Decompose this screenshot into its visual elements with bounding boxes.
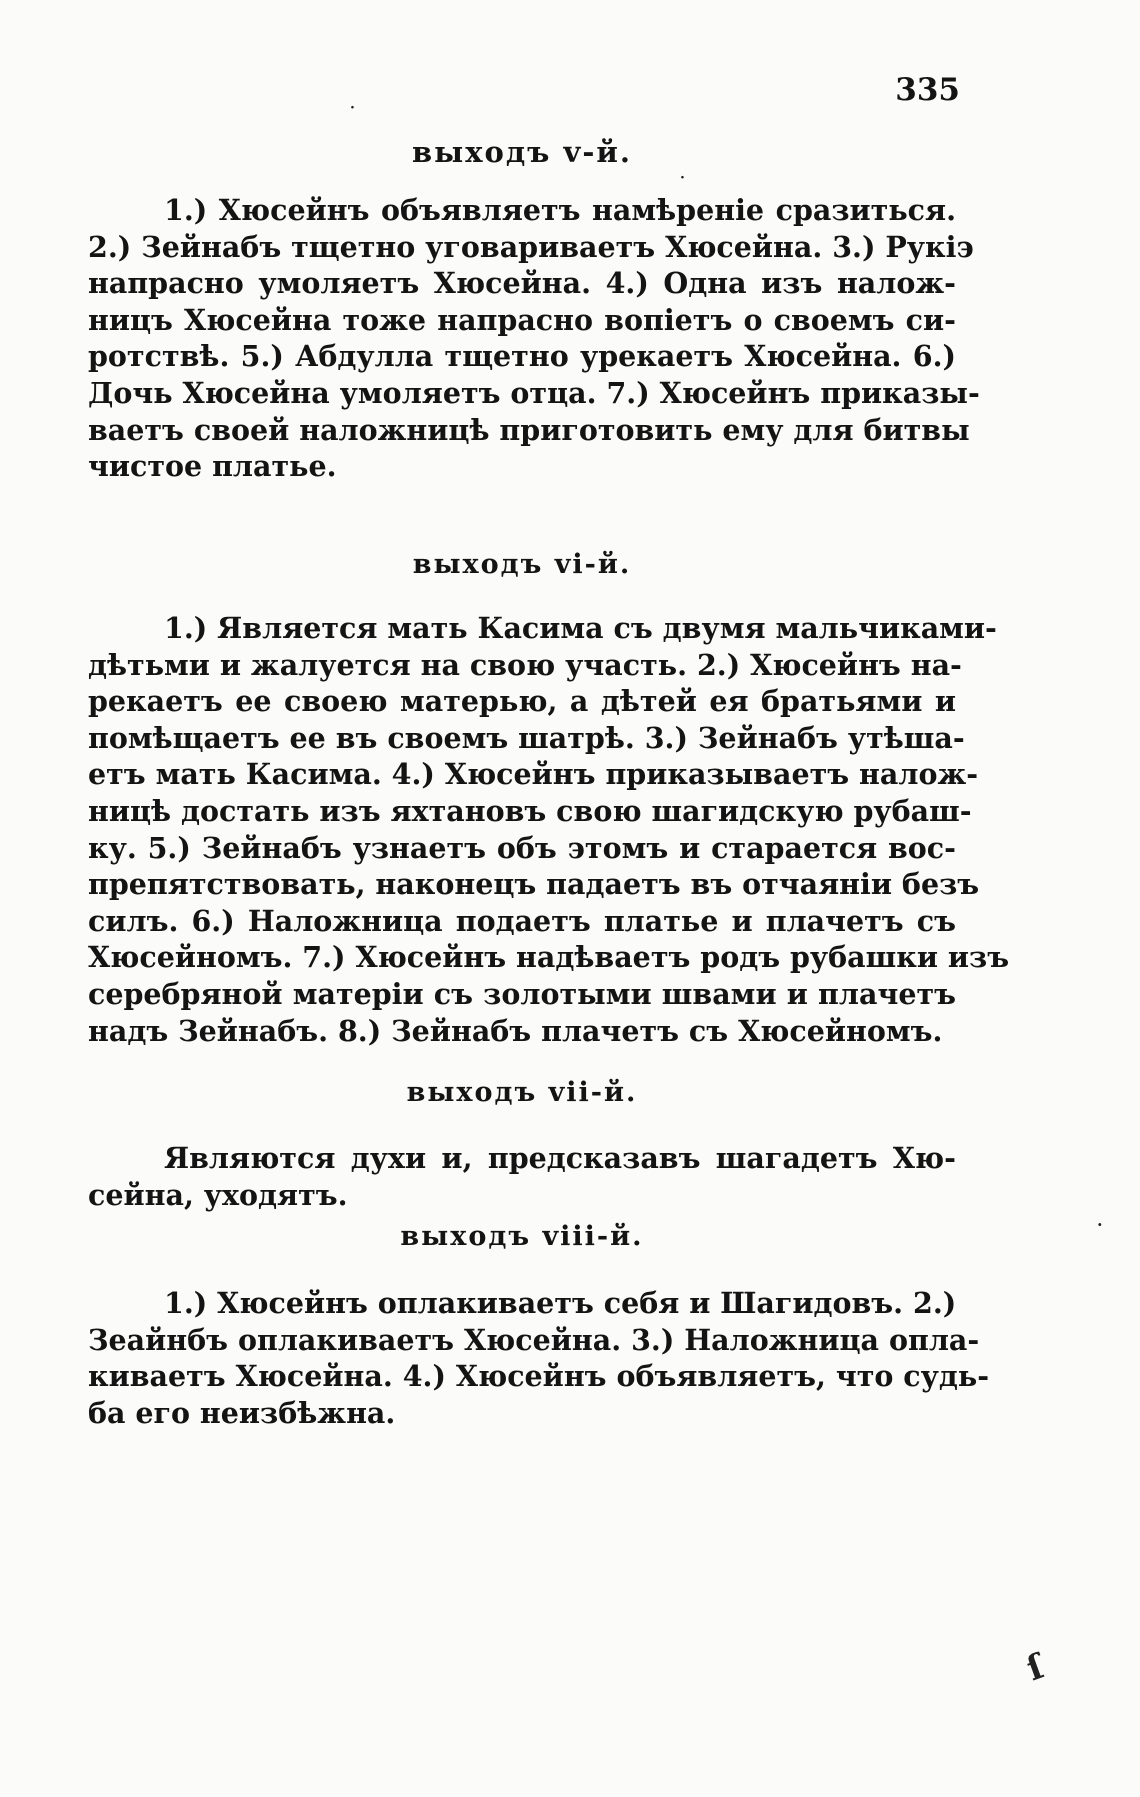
text-line: 2.) Зейнабъ тщетно уговариваетъ Хюсейна. 3.) Рукіэ — [88, 229, 974, 264]
text-line: чистое платье. — [88, 449, 337, 484]
text-line: препятствовать, наконецъ падаетъ въ отчаяніи безъ — [88, 867, 980, 902]
text-line: ба его неизбѣжна. — [88, 1395, 396, 1430]
text-line: напрасно умоляетъ Хюсейна. 4.) Одна изъ налож- — [88, 266, 956, 301]
text-line: 1.) Хюсейнъ объявляетъ намѣреніе сразиться. — [164, 193, 956, 227]
text-line: ницъ Хюсейна тоже напрасно вопіетъ о своемъ си- — [88, 302, 956, 337]
ink-speck: · — [680, 170, 685, 186]
section-heading-vi: выходъ vi-й. — [412, 549, 632, 580]
text-line: помѣщаетъ ее въ своемъ шатрѣ. 3.) Зейнабъ утѣша- — [88, 720, 965, 755]
text-line: надъ Зейнабъ. 8.) Зейнабъ плачетъ съ Хюсейномъ. — [88, 1013, 943, 1048]
section-heading-vii: выходъ vii-й. — [406, 1077, 638, 1108]
text-line: силъ. 6.) Наложница подаетъ платье и плачетъ съ — [88, 903, 956, 938]
text-line: 1.) Хюсейнъ оплакиваетъ себя и Шагидовъ. 2.) — [164, 1286, 957, 1320]
section-text-vii — [88, 1140, 956, 1213]
ink-speck: · — [1097, 1215, 1103, 1234]
text-line: ротствѣ. 5.) Абдулла тщетно урекаетъ Хюсейна. 6.) — [88, 339, 956, 374]
section-heading-v: выходъ v-й. — [411, 135, 632, 169]
text-line: киваетъ Хюсейна. 4.) Хюсейнъ объявляетъ, что судь- — [88, 1359, 990, 1394]
text-line: сейна, уходятъ. — [88, 1177, 348, 1212]
text-line: ваетъ своей наложницѣ приготовить ему для битвы — [88, 412, 970, 447]
text-line: Хюсейномъ. 7.) Хюсейнъ надѣваетъ родъ рубашки изъ — [88, 940, 1010, 975]
section-text-v — [88, 192, 980, 485]
text-line: Зеайнбъ оплакиваетъ Хюсейна. 3.) Наложница опла- — [88, 1322, 980, 1357]
text-line: ку. 5.) Зейнабъ узнаетъ объ этомъ и старается вос- — [88, 830, 956, 865]
text-line: ницѣ достать изъ яхтановъ свою шагидскую рубаш- — [88, 793, 972, 828]
section-text-viii — [88, 1285, 990, 1431]
text-line: серебряной матеріи съ золотыми швами и плачетъ — [88, 976, 956, 1011]
section-text-vi — [88, 610, 1010, 1049]
text-line: етъ мать Касима. 4.) Хюсейнъ приказываетъ налож- — [88, 757, 979, 792]
text-line: 1.) Является мать Касима съ двумя мальчиками- — [164, 611, 997, 645]
ink-speck: · — [350, 100, 355, 116]
text-line: дѣтьми и жалуется на свою участь. 2.) Хюсейнъ на- — [88, 647, 962, 682]
text-line: Дочь Хюсейна умоляетъ отца. 7.) Хюсейнъ приказы- — [88, 375, 980, 410]
section-heading-viii: выходъ viii-й. — [400, 1221, 644, 1252]
text-line: рекаетъ ее своею матерью, а дѣтей ея братьями и — [88, 684, 956, 719]
ink-mark: ſ — [1021, 1646, 1050, 1690]
page-number: 335 — [895, 72, 960, 108]
text-line: Являются духи и, предсказавъ шагадетъ Хю- — [164, 1141, 956, 1175]
